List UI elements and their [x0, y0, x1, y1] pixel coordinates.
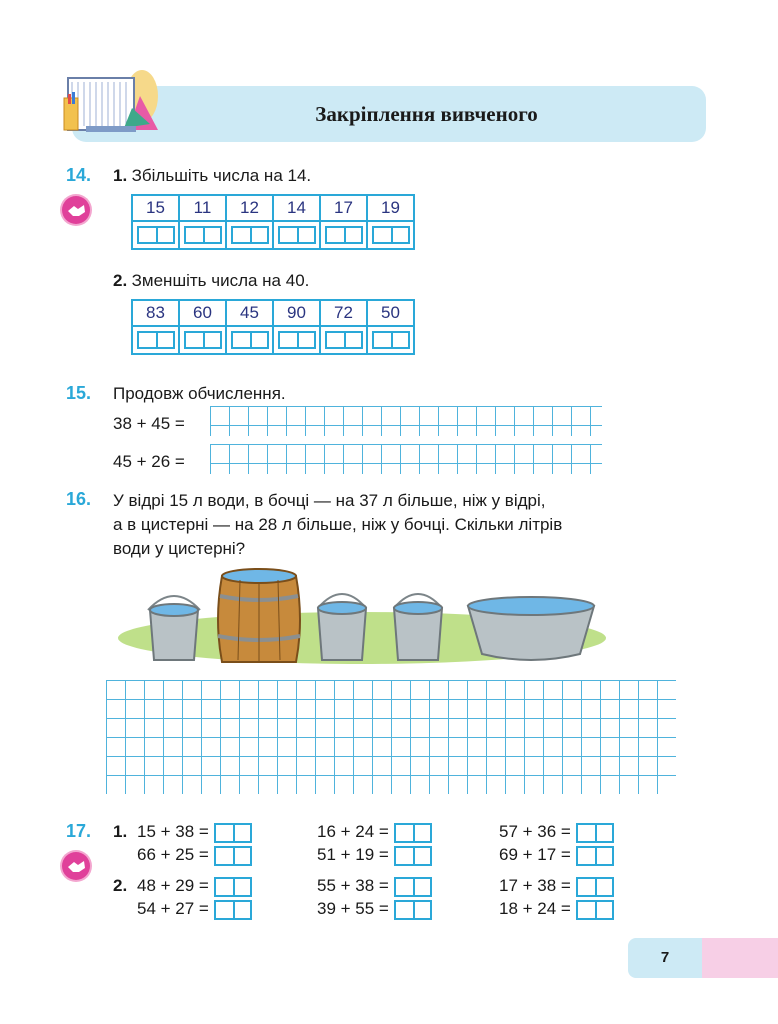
table-cell: 12 — [226, 195, 273, 221]
subtask-label: 2. — [113, 271, 128, 290]
table-cell: 60 — [179, 300, 226, 326]
table-cell: 50 — [367, 300, 414, 326]
table-cell: 11 — [179, 195, 226, 221]
calc-expression: 45 + 26 = — [113, 452, 185, 471]
answer-box[interactable] — [576, 846, 614, 866]
table-cell: 72 — [320, 300, 367, 326]
equation-text: 39 + 55 = — [317, 899, 389, 918]
answer-cell[interactable] — [226, 326, 273, 354]
task-14-2 — [113, 271, 309, 291]
task-text: Збільшіть числа на 14. — [131, 166, 312, 185]
table-cell: 19 — [367, 195, 414, 221]
equation-text: 69 + 17 = — [499, 845, 571, 864]
water-containers-illustration — [118, 566, 606, 670]
answer-cell[interactable] — [273, 221, 320, 249]
answer-grid[interactable] — [210, 444, 602, 474]
subtask-label: 2. — [113, 876, 128, 895]
table-cell: 90 — [273, 300, 320, 326]
answer-cell[interactable] — [367, 221, 414, 249]
equation — [317, 845, 432, 866]
task-text: Зменшіть числа на 40. — [131, 271, 310, 290]
tank-icon — [468, 597, 594, 660]
answer-box[interactable] — [214, 877, 252, 897]
equation-text: 48 + 29 = — [137, 876, 209, 895]
answer-grid[interactable] — [210, 406, 602, 436]
subtask-label: 1. — [113, 166, 128, 185]
problem-line: а в цистерні — на 28 л більше, ніж у бочці. Скільки літрів — [113, 515, 563, 534]
problem-line: У відрі 15 л води, в бочці — на 37 л більше, ніж у відрі, — [113, 491, 546, 510]
solution-grid[interactable] — [106, 680, 676, 794]
equation-text: 66 + 25 = — [137, 845, 209, 864]
equation — [137, 845, 252, 866]
exercise-number: 15. — [66, 383, 92, 403]
task-text: Продовж обчислення. — [113, 384, 286, 403]
table-cell: 17 — [320, 195, 367, 221]
answer-box[interactable] — [214, 846, 252, 866]
calc-expression: 38 + 45 = — [113, 414, 185, 433]
subtask-label: 1. — [113, 822, 128, 841]
answer-box[interactable] — [394, 823, 432, 843]
equation-text: 55 + 38 = — [317, 876, 389, 895]
bucket-icon — [318, 594, 366, 660]
exercise-number: 14. — [66, 165, 92, 185]
task-14-1 — [113, 166, 311, 186]
answer-box[interactable] — [576, 823, 614, 843]
answer-cell[interactable] — [179, 326, 226, 354]
word-problem — [113, 489, 693, 561]
answer-box[interactable] — [214, 823, 252, 843]
equation — [137, 876, 252, 897]
answer-box[interactable] — [576, 877, 614, 897]
equation-text: 54 + 27 = — [137, 899, 209, 918]
number-table-increase — [131, 194, 415, 250]
equation — [137, 899, 252, 920]
equation-text: 15 + 38 = — [137, 822, 209, 841]
equation-text: 57 + 36 = — [499, 822, 571, 841]
answer-cell[interactable] — [367, 326, 414, 354]
barrel-icon — [218, 569, 300, 662]
table-cell: 45 — [226, 300, 273, 326]
answer-box[interactable] — [214, 900, 252, 920]
equation — [499, 899, 614, 920]
answer-box[interactable] — [394, 877, 432, 897]
equation — [317, 876, 432, 897]
answer-cell[interactable] — [226, 221, 273, 249]
answer-cell[interactable] — [132, 221, 179, 249]
table-cell: 83 — [132, 300, 179, 326]
bucket-icon — [394, 594, 442, 660]
answer-box[interactable] — [394, 846, 432, 866]
pair-work-icon — [62, 196, 90, 224]
table-cell: 14 — [273, 195, 320, 221]
equation — [499, 822, 614, 843]
equation — [317, 899, 432, 920]
bucket-icon — [148, 596, 200, 660]
equation-text: 18 + 24 = — [499, 899, 571, 918]
answer-cell[interactable] — [273, 326, 320, 354]
equation — [499, 876, 614, 897]
exercise-number: 16. — [66, 489, 92, 509]
pair-work-icon — [62, 852, 90, 880]
answer-cell[interactable] — [320, 221, 367, 249]
equation-text: 17 + 38 = — [499, 876, 571, 895]
problem-line: води у цистерні? — [113, 539, 246, 558]
equation-text: 51 + 19 = — [317, 845, 389, 864]
page-title: Закріплення вивченого — [315, 102, 538, 126]
answer-cell[interactable] — [320, 326, 367, 354]
answer-box[interactable] — [394, 900, 432, 920]
equation — [499, 845, 614, 866]
number-table-decrease — [131, 299, 415, 355]
answer-cell[interactable] — [179, 221, 226, 249]
equation — [317, 822, 432, 843]
table-cell: 15 — [132, 195, 179, 221]
answer-box[interactable] — [576, 900, 614, 920]
exercise-number: 17. — [66, 821, 92, 841]
equation — [137, 822, 252, 843]
answer-cell[interactable] — [132, 326, 179, 354]
page-number: 7 — [628, 938, 702, 978]
equation-text: 16 + 24 = — [317, 822, 389, 841]
